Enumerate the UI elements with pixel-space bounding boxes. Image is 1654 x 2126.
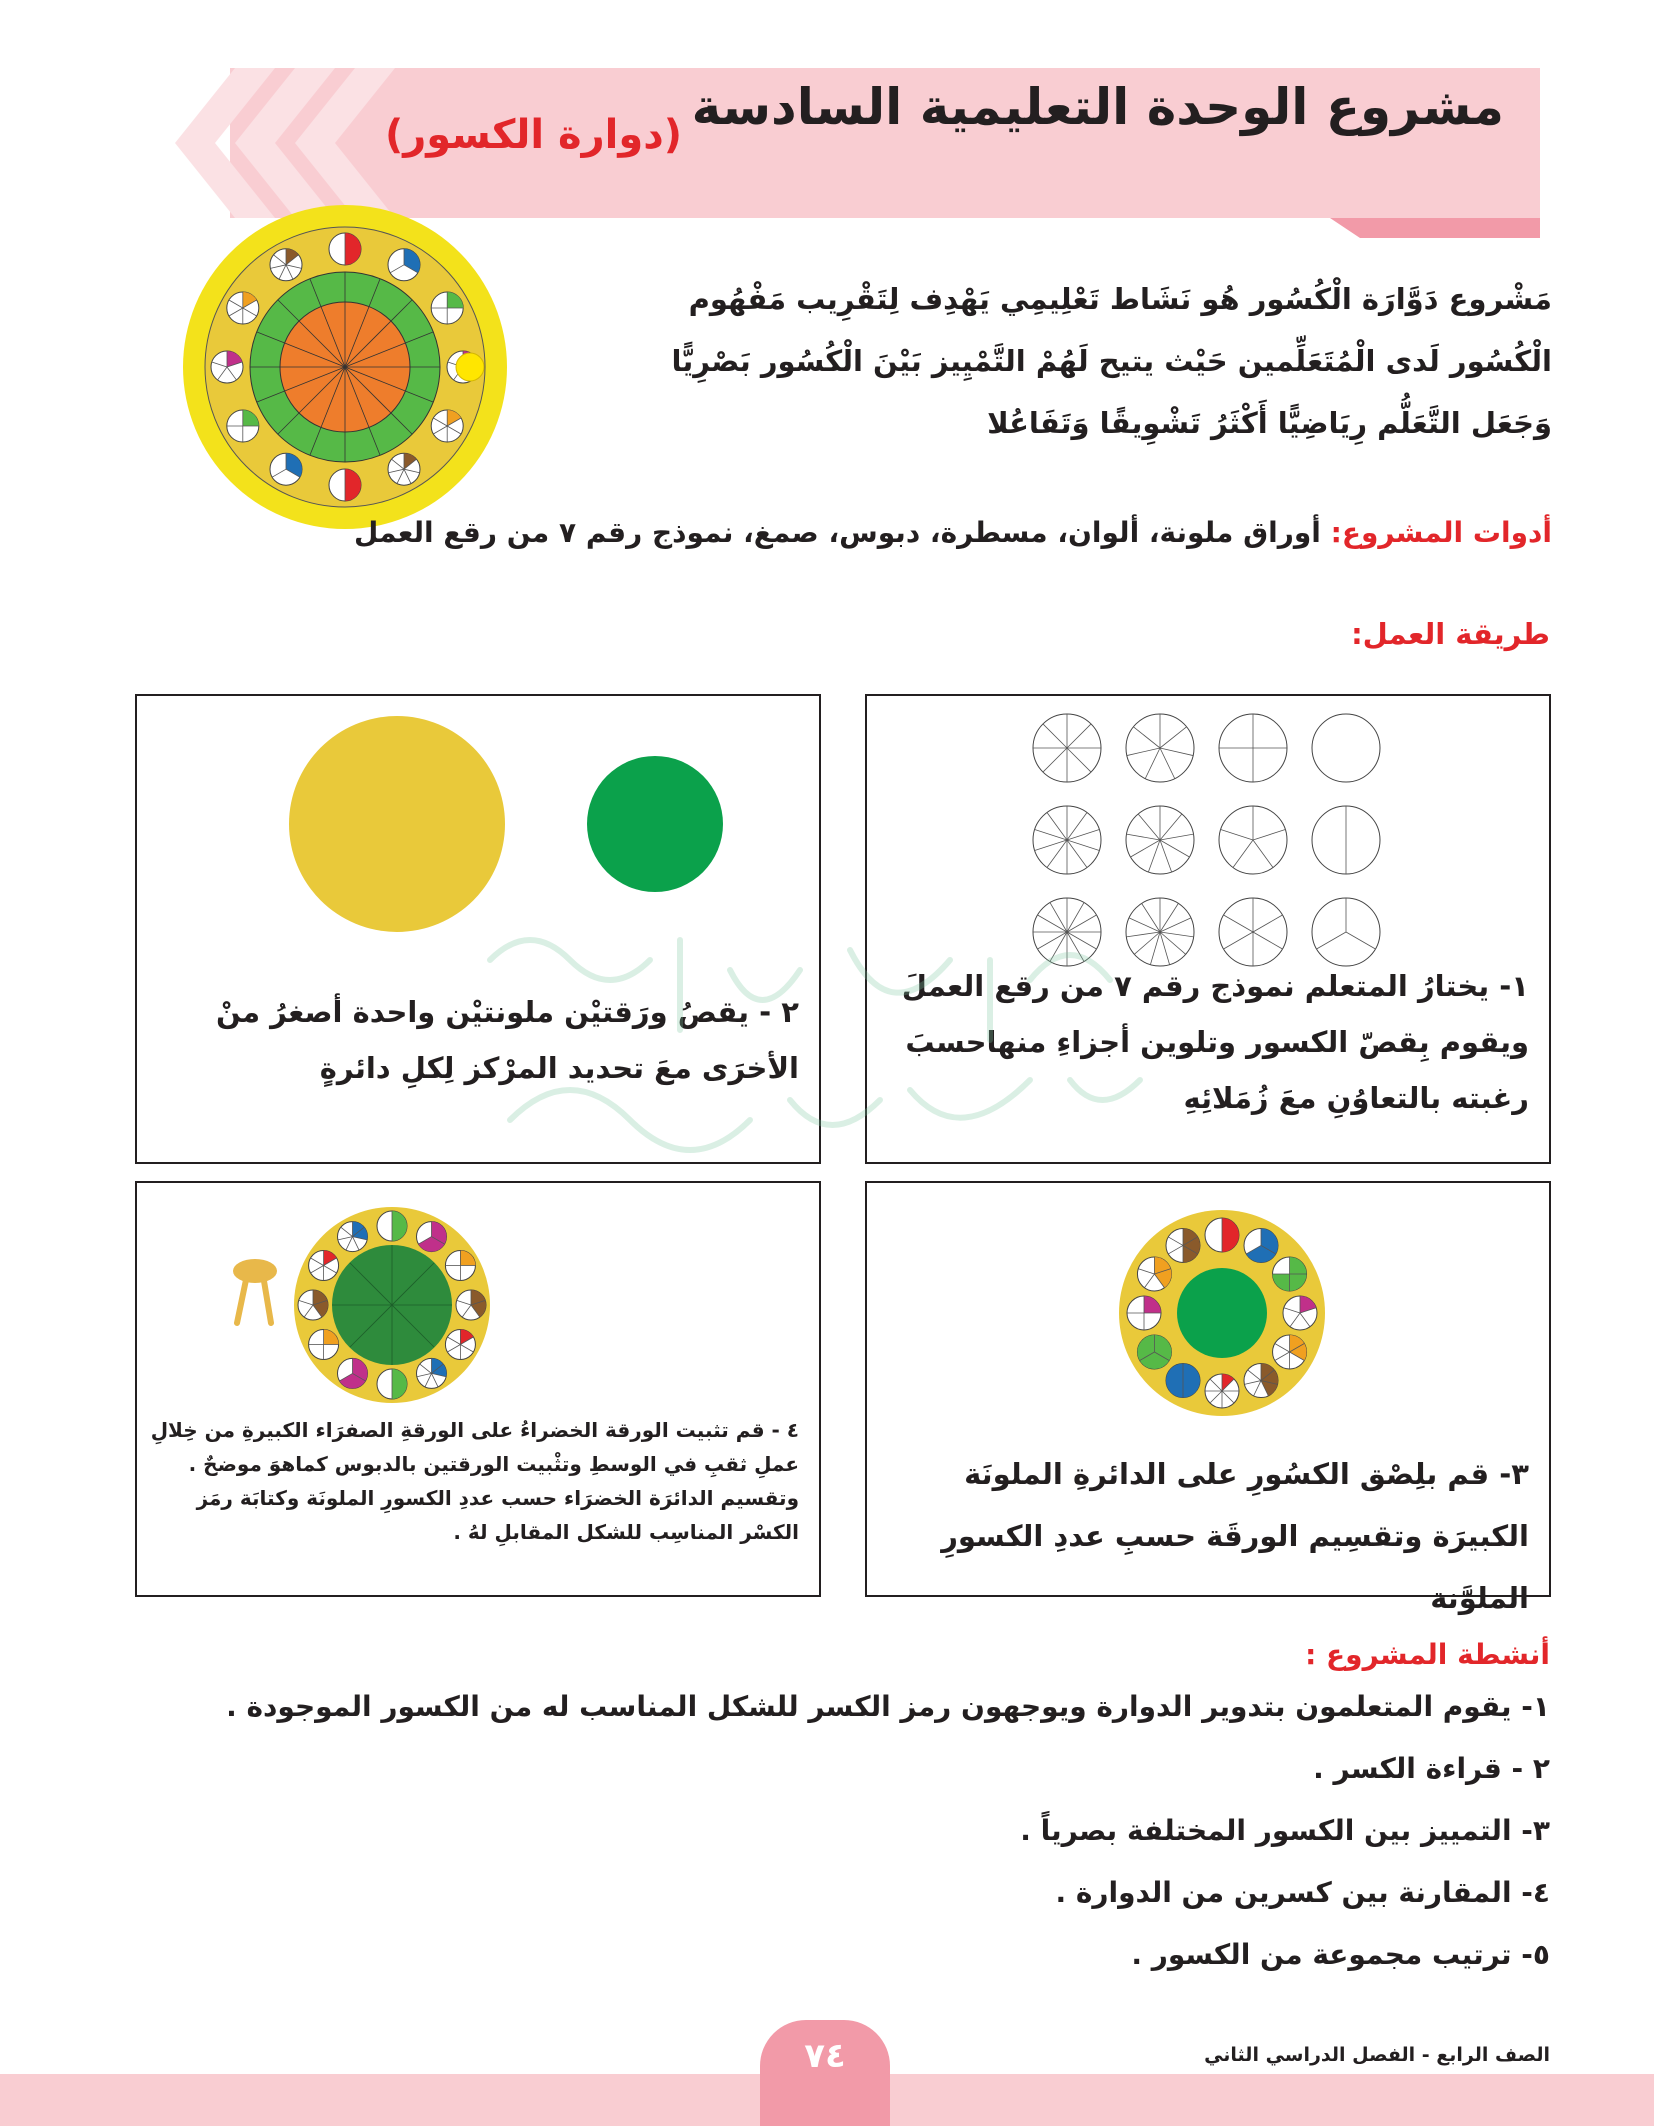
pushpin-icon [225,1253,285,1333]
fraction-circle [270,453,302,485]
step-1-box [865,694,1551,1164]
fraction-circle [1137,1257,1171,1291]
method-heading: طريقة العمل: [1351,617,1550,651]
fraction-circle [1312,898,1380,966]
page-number: ٧٤ [804,2036,846,2076]
intro-paragraph: مَشْروع دَوَّارَة الْكُسُور هُو نَشَاط تَعْلِيمِي يَهْدِف لِتَقْرِيب مَفْهُوم الْكُسُور لَدى الْمُتَعَلِّمين حَيْث يتيح لَهُمْ التَّمْيِيز بَيْنَ الْكُسُور بَصْرِيًّا وَجَعَل التَّعَلُّم رِيَاضِيًّا أَكْثَرُ تَشْوِيقًا وَتَفَاعُلا [671,282,1552,440]
fraction-circle [1137,1335,1171,1369]
fraction-circle [1312,714,1380,782]
step-3-box [865,1181,1551,1615]
fraction-wheel-photo [180,202,510,532]
fraction-circle [1033,806,1101,874]
fraction-circle [329,469,361,501]
fraction-circle [377,1369,407,1399]
fraction-circle [431,410,463,442]
fraction-circle [1244,1228,1278,1262]
fraction-circle [1283,1296,1317,1330]
fraction-circle [338,1358,368,1388]
fraction-circle [445,1251,475,1281]
fraction-circle [227,410,259,442]
fraction-circle [1273,1257,1307,1291]
activities-heading: أنشطة المشروع : [1305,1638,1550,1671]
fraction-circle [1219,806,1287,874]
fraction-circle [1166,1364,1200,1398]
step-1-text: ١- يختارُ المتعلم نموذج رقم ٧ من رقع العملَ ويقوم بِقصّ الكسور وتلوين أجزاءِ منهاحسبَ رغبته بالتعاوُنِ معَ زُمَلائِهِ [901,969,1529,1115]
fraction-circle [1166,1228,1200,1262]
step-2-box [135,694,821,1164]
page-subtitle: (دوارة الكسور) [385,112,683,158]
yellow-circle [289,716,505,932]
tools-text: أوراق ملونة، ألوان، مسطرة، دبوس، صمغ، نموذج رقم ٧ من رقع العمل [353,516,1321,549]
fraction-circle [388,249,420,281]
activity-item: ٤- المقارنة بين كسرين من الدوارة . [1055,1876,1550,1909]
fraction-circle [417,1358,447,1388]
step-3-text: ٣- قم بلِصْق الكسُورِ على الدائرةِ الملونَة الكبيرَة وتقسِيم الورقَة حسبِ عددِ الكسورِ الملوَّنة [941,1457,1529,1615]
footer-grade-semester: الصف الرابع - الفصل الدراسي الثاني [1204,2044,1550,2066]
page-title: مشروع الوحدة التعليمية السادسة [691,78,1504,136]
green-circle [587,756,723,892]
activity-item: ٣- التمييز بين الكسور المختلفة بصرياً . [1020,1814,1550,1847]
step-4-text: ٤ - قم تثبيت الورقة الخضراءُ على الورقةِ الصفرَاء الكبيرةِ من خِلالِ عملِ ثقبِ في الوسطِ وتثْبيت الورقتين بالدبوس كماهوَ موضحٌ . وتقسيم الدائرَة الخضرَاء حسب عددِ الكسورِ الملونَة وكتابَة رمَز الكسْر المناسِب للشكل المقابلِ لهُ . [150,1418,799,1544]
step-2-text: ٢ - يقصُ ورَقتيْن ملونتيْن واحدة أصغرُ منْ الأخرَى معَ تحديد المرْكز لِكلِ دائرةٍ [215,995,799,1085]
assembled-fraction-wheel [292,1205,492,1405]
fraction-circle [338,1222,368,1252]
tools-label: أدوات المشروع: [1330,516,1552,549]
fraction-circle [1033,898,1101,966]
fraction-circle [1219,714,1287,782]
fraction-circle [1219,898,1287,966]
fraction-circles-template [1027,708,1387,978]
fraction-circle [1126,806,1194,874]
colored-circles-illustration [287,711,767,951]
fraction-circle [1033,714,1101,782]
fraction-circle [1244,1364,1278,1398]
fraction-circle [445,1330,475,1360]
fraction-circle [270,249,302,281]
fraction-circle [309,1330,339,1360]
fraction-circle [1312,806,1380,874]
activity-item: ٥- ترتيب مجموعة من الكسور . [1131,1938,1550,1971]
fraction-circle [388,453,420,485]
fraction-circle [377,1211,407,1241]
step-4-box [135,1181,821,1597]
fraction-circle [1126,898,1194,966]
yellow-wheel-with-fractions [1117,1208,1327,1418]
fraction-circle [1126,714,1194,782]
fraction-circle [456,1290,486,1320]
fraction-circle [1205,1374,1239,1408]
header-tab-shape [1330,218,1540,238]
fraction-circle [329,233,361,265]
fraction-circle [1205,1218,1239,1252]
fraction-circle [1127,1296,1161,1330]
fraction-circle [211,351,243,383]
activity-item: ١- يقوم المتعلمون بتدوير الدوارة ويوجهون رمز الكسر للشكل المناسب له من الكسور الموجودة . [226,1690,1550,1723]
fraction-circle [417,1222,447,1252]
fraction-circle [298,1290,328,1320]
fraction-circle [431,292,463,324]
tools-line [354,516,1552,549]
fraction-circle [1273,1335,1307,1369]
activity-item: ٢ - قراءة الكسر . [1313,1752,1550,1785]
fraction-circle [309,1251,339,1281]
fraction-circle [227,292,259,324]
